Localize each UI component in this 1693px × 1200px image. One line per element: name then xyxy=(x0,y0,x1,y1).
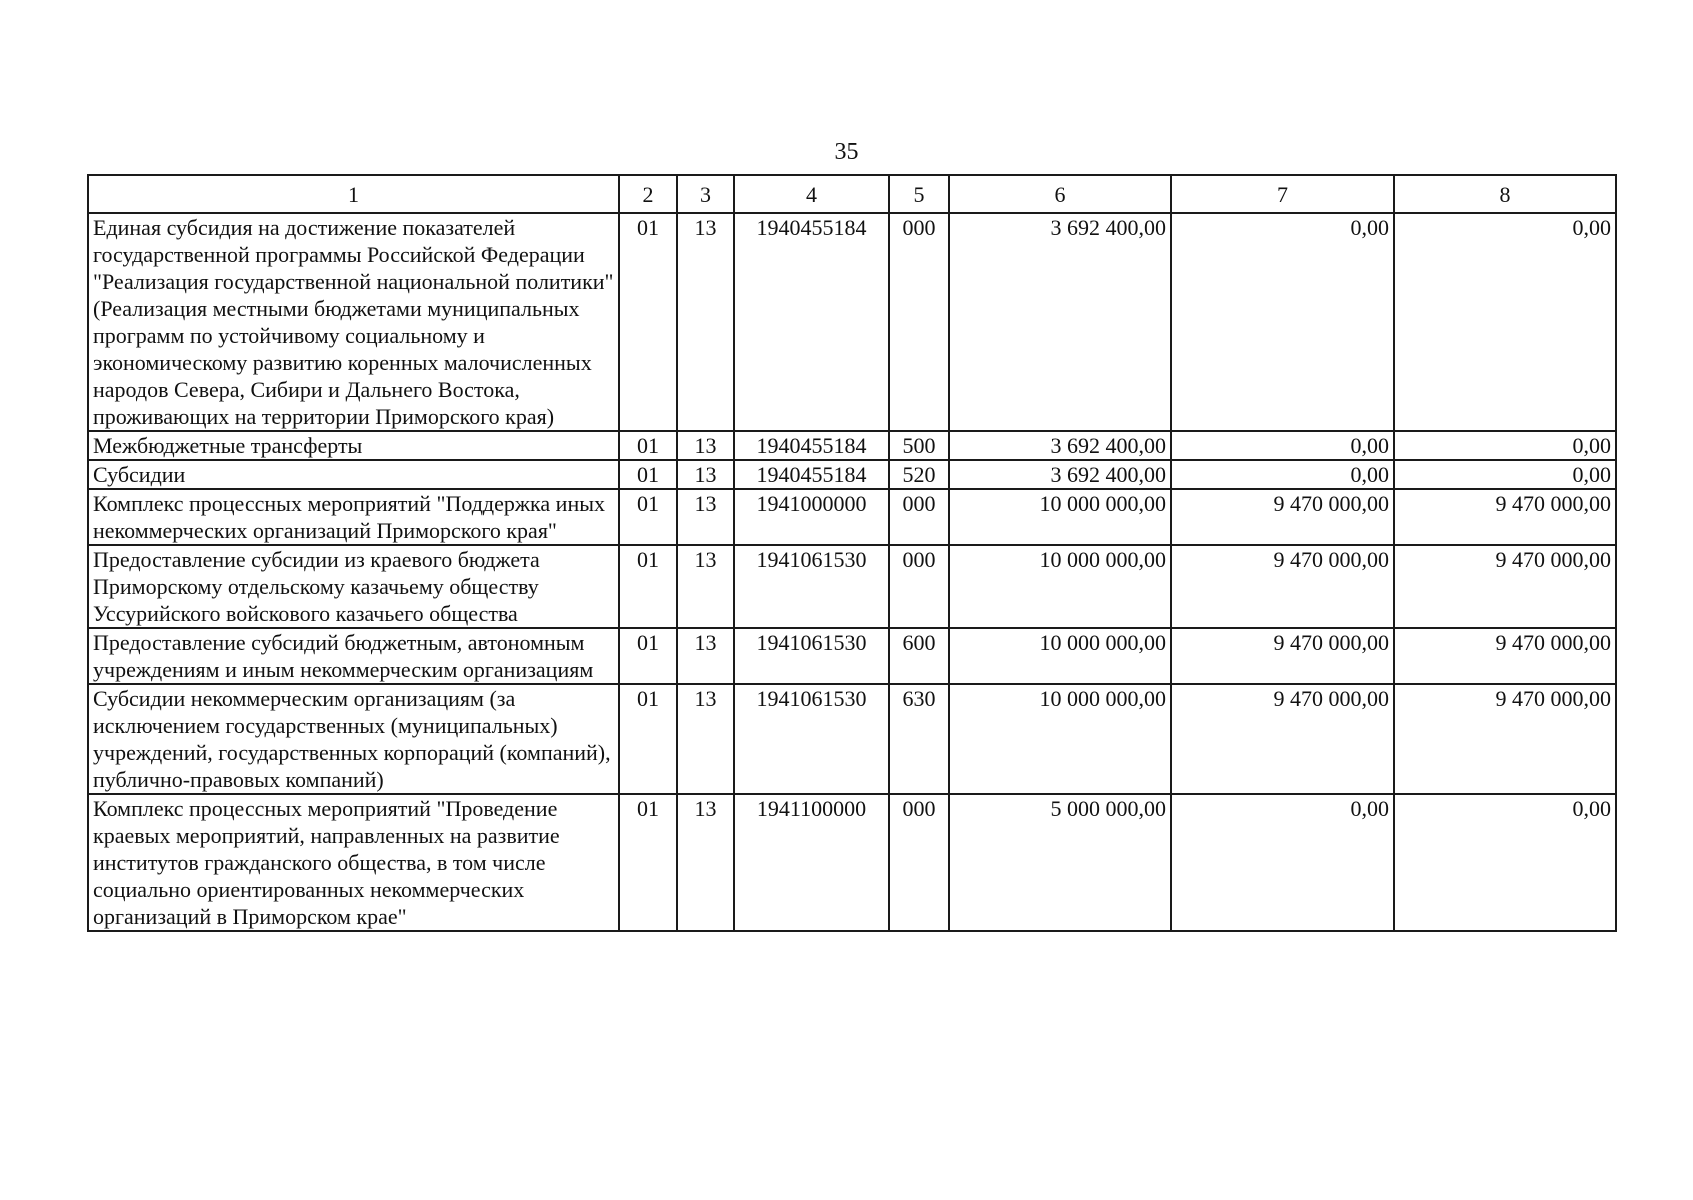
row-amount-col8: 9 470 000,00 xyxy=(1394,684,1616,794)
column-header-7: 7 xyxy=(1171,175,1394,213)
row-amount-col7: 9 470 000,00 xyxy=(1171,684,1394,794)
row-amount-col8: 0,00 xyxy=(1394,794,1616,931)
row-subsection-code: 13 xyxy=(677,489,734,545)
row-amount-col8: 0,00 xyxy=(1394,431,1616,460)
row-name: Межбюджетные трансферты xyxy=(88,431,619,460)
row-target-article-code: 1941061530 xyxy=(734,628,889,684)
table-row xyxy=(88,213,1616,431)
column-header-5: 5 xyxy=(889,175,949,213)
column-header-3: 3 xyxy=(677,175,734,213)
row-amount-col8: 9 470 000,00 xyxy=(1394,489,1616,545)
row-expense-type-code: 000 xyxy=(889,794,949,931)
column-number-row xyxy=(88,175,1616,213)
row-amount-col8: 0,00 xyxy=(1394,213,1616,431)
row-amount-col6: 10 000 000,00 xyxy=(949,684,1171,794)
row-subsection-code: 13 xyxy=(677,460,734,489)
budget-table xyxy=(87,174,1617,932)
row-target-article-code: 1940455184 xyxy=(734,460,889,489)
row-amount-col6: 10 000 000,00 xyxy=(949,545,1171,628)
row-amount-col7: 0,00 xyxy=(1171,460,1394,489)
row-section-code: 01 xyxy=(619,460,677,489)
row-expense-type-code: 630 xyxy=(889,684,949,794)
row-amount-col6: 10 000 000,00 xyxy=(949,628,1171,684)
row-section-code: 01 xyxy=(619,213,677,431)
row-amount-col7: 9 470 000,00 xyxy=(1171,545,1394,628)
row-amount-col7: 0,00 xyxy=(1171,431,1394,460)
table-row xyxy=(88,431,1616,460)
row-section-code: 01 xyxy=(619,684,677,794)
table-row xyxy=(88,460,1616,489)
table-row xyxy=(88,545,1616,628)
row-name: Единая субсидия на достижение показателей государственной программы Российской Федерации "Реализация государственной национальной политики" (Реализация местными бюджетами муниципальных программ по устойчивому социальному и экономическому развитию коренных малочисленных народов Севера, Сибири и Дальнего Востока, проживающих на территории Приморского края) xyxy=(88,213,619,431)
row-expense-type-code: 600 xyxy=(889,628,949,684)
table-row xyxy=(88,684,1616,794)
row-amount-col7: 0,00 xyxy=(1171,213,1394,431)
row-amount-col7: 9 470 000,00 xyxy=(1171,489,1394,545)
row-subsection-code: 13 xyxy=(677,545,734,628)
row-amount-col7: 0,00 xyxy=(1171,794,1394,931)
row-expense-type-code: 000 xyxy=(889,489,949,545)
column-header-6: 6 xyxy=(949,175,1171,213)
row-subsection-code: 13 xyxy=(677,628,734,684)
row-subsection-code: 13 xyxy=(677,684,734,794)
table-row xyxy=(88,794,1616,931)
row-name: Субсидии некоммерческим организациям (за исключением государственных (муниципальных) учреждений, государственных корпораций (компаний), публично-правовых компаний) xyxy=(88,684,619,794)
row-section-code: 01 xyxy=(619,628,677,684)
row-name: Субсидии xyxy=(88,460,619,489)
row-amount-col6: 3 692 400,00 xyxy=(949,431,1171,460)
row-amount-col6: 3 692 400,00 xyxy=(949,460,1171,489)
row-amount-col8: 0,00 xyxy=(1394,460,1616,489)
row-amount-col8: 9 470 000,00 xyxy=(1394,545,1616,628)
row-subsection-code: 13 xyxy=(677,213,734,431)
row-amount-col6: 10 000 000,00 xyxy=(949,489,1171,545)
row-section-code: 01 xyxy=(619,545,677,628)
row-target-article-code: 1941000000 xyxy=(734,489,889,545)
row-expense-type-code: 520 xyxy=(889,460,949,489)
row-expense-type-code: 000 xyxy=(889,545,949,628)
row-expense-type-code: 000 xyxy=(889,213,949,431)
column-header-1: 1 xyxy=(88,175,619,213)
table-row xyxy=(88,628,1616,684)
row-amount-col8: 9 470 000,00 xyxy=(1394,628,1616,684)
column-header-4: 4 xyxy=(734,175,889,213)
table-row xyxy=(88,489,1616,545)
row-target-article-code: 1940455184 xyxy=(734,213,889,431)
row-target-article-code: 1941100000 xyxy=(734,794,889,931)
row-section-code: 01 xyxy=(619,489,677,545)
row-subsection-code: 13 xyxy=(677,794,734,931)
column-header-2: 2 xyxy=(619,175,677,213)
row-amount-col6: 3 692 400,00 xyxy=(949,213,1171,431)
row-name: Предоставление субсидии из краевого бюджета Приморскому отдельскому казачьему обществу Уссурийского войскового казачьего общества xyxy=(88,545,619,628)
row-name: Комплекс процессных мероприятий "Поддержка иных некоммерческих организаций Приморского края" xyxy=(88,489,619,545)
row-amount-col7: 9 470 000,00 xyxy=(1171,628,1394,684)
row-target-article-code: 1941061530 xyxy=(734,684,889,794)
row-section-code: 01 xyxy=(619,431,677,460)
page-number: 35 xyxy=(834,139,859,165)
column-header-8: 8 xyxy=(1394,175,1616,213)
row-name: Предоставление субсидий бюджетным, автономным учреждениям и иным некоммерческим организациям xyxy=(88,628,619,684)
row-target-article-code: 1941061530 xyxy=(734,545,889,628)
row-target-article-code: 1940455184 xyxy=(734,431,889,460)
row-subsection-code: 13 xyxy=(677,431,734,460)
row-section-code: 01 xyxy=(619,794,677,931)
row-amount-col6: 5 000 000,00 xyxy=(949,794,1171,931)
row-name: Комплекс процессных мероприятий "Проведение краевых мероприятий, направленных на развитие институтов гражданского общества, в том числе социально ориентированных некоммерческих организаций в Приморском крае" xyxy=(88,794,619,931)
row-expense-type-code: 500 xyxy=(889,431,949,460)
